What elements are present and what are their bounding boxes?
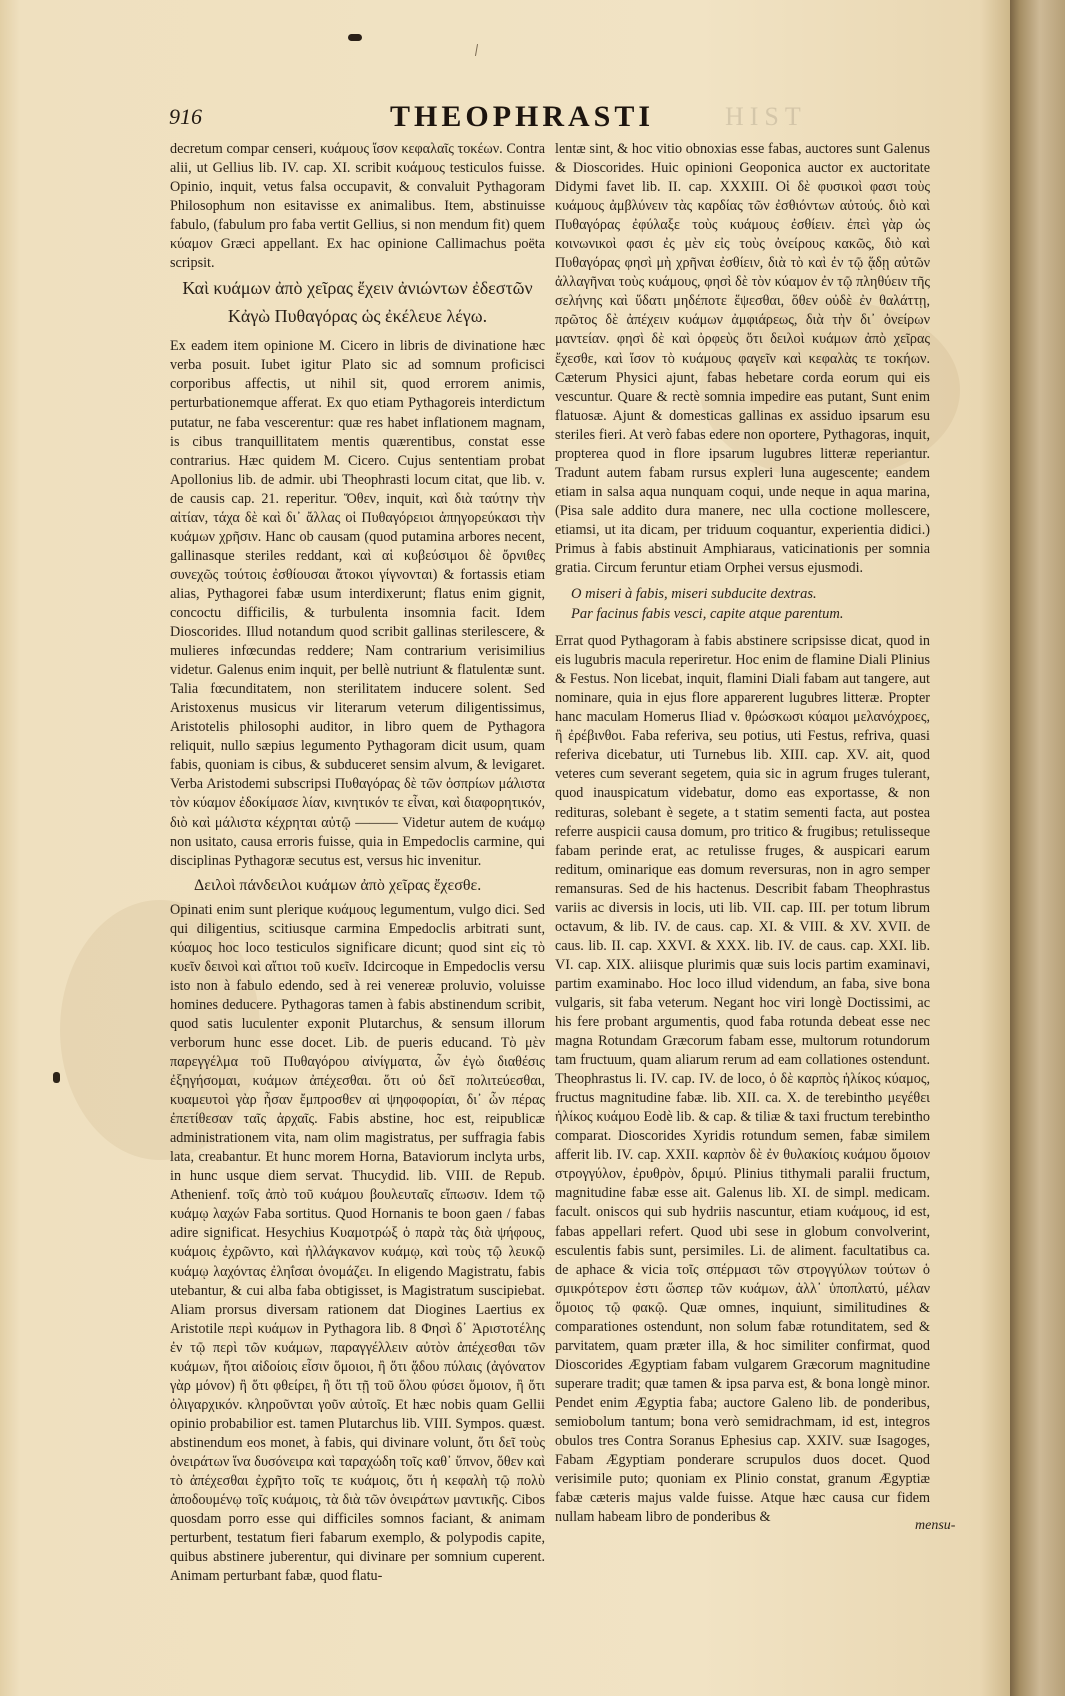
greek-verse: Κἀγὼ Πυθαγόρας ὡς ἐκέλευε λέγω. [227,306,488,327]
greek-verse: Δειλοὶ πάνδειλοι κυάμων ἀπὸ χεῖρας ἔχεσθε. [194,876,482,894]
page-number: 916 [169,104,202,129]
catchword: mensu- [915,1518,956,1533]
paragraph: Opinati enim sunt plerique κυάμους legumentum, vulgo dici. Sed qui diligentius, scitiusque carmina Empedoclis arbitrati sunt, κύαμος hoc loco testiculos significare dicunt; quod sint εἰς τὸ κυεῖν δεινοὶ καὶ αἴτιοι τοῦ κυεῖν. Idcircoque in Empedoclis versu isto non à fabulo edendo, sed à rei venereæ proluvio, voluisse homines deducere. Pythagoras tamen à fabis abstinendum scribit, quod satis luculenter exponit Plutarchus, & sensum illorum verborum hunc esse docet. Lib. de pueris educand. Τὸ μὲν παρεγγέλμα τοῦ Πυθαγόρου αἰνίγματα, ὧν ἐγὼ διαθέσις ἐξηγήσομαι, κυάμων ἀπέχεσθαι. ὅτι οὐ δεῖ πολιτεύεσθαι, κυαμευτοὶ γὰρ ἦσαν ἔμπροσθεν αἱ ψηφοφορίαι, δι᾽ ὧν πέρας ἐπετίθεσαν ταῖς ἀρχαῖς. Fabis abstine, hoc est, reipublicæ administrationem vita, nam olim magistratus, per suffragia fabis lata, creabantur. Et hunc morem Horna, Bataviorum inclyta urbs, in hunc usque diem servat. Thucydid. lib. VIII. de Repub. Athenienf. τοῖς ἀπὸ τοῦ κυάμου βουλευταῖς εἴπωσιν. Idem τῷ κυάμῳ λαχών Faba sortitus. Quod Hornanis te boon gaen / fabas adire significat. Hesychius Κυαμοτρώξ ὁ παρὰ τὰς διὰ ψήφους, κυάμοις ἐχρῶντο, καὶ ἠλλάγκανον κυάμῳ, καὶ τοὺς τῷ λευκῷ κυάμῳ λαχόντας ἐληΐσαι ὀνομάζει. In eligendo Magistratu, fabis utebantur, & cui alba faba obtigisset, is Magistratum suscipiebat. Aliam prorsus diversam rationem dat Diogines Laertius ex Aristotile περὶ κυάμων in Pythagora lib. 8 Φησὶ δ᾽ Ἀριστοτέλης ἐν τῷ περὶ τῶν κυάμων, παραγγέλλειν αὐτὸν ἀπέχεσθαι τῶν κυάμων, ἤτοι αἰδοίοις εἶσιν ὅμοιοι, ἢ ὅτι ᾅδου πύλαις (ἀγόνατον γὰρ μόνον) ἢ ὅτι φθείρει, ἢ ὅτι τῇ τοῦ ὅλου φύσει ὅμοιον, ἢ ὅτι ὀλιγαρχικόν. κληροῦνται γοῦν αὐτοῖς. Et hæc nobis quam Gellii opinio probabilior est. tamen Plutarchus lib. VIII. Sympos. quæst. abstinendum eos monet, à fabis, qui divinare volunt, ὅτι δεῖ τοὺς ὀνειράτων ἵνα δυσόνειρα καὶ ταραχώδη τοῖς καθ᾽ ὕπνον, ὅθεν καὶ τὸ ἀπέχεσθαι ἐχρῆτο τοῖς τε κυάμοις, ὅτι ἡ κεφαλὴ τῷ πολὺ ἀποδουμένῳ τοῖς κυάμοις, τὰ διὰ τῶν ὀνειράτων μαντικῆς. Cibos quosdam porro esse qui difficiles somnos faciant, & animam perturbent, testatum fieri fabarum exemplo, & polypodis capite, quibus abstinere juberentur, qui divinare per somnium cuperent. Animam perturbant fabæ, quod flatu- [170,901,545,1585]
running-head [165,100,935,136]
ink-blot [53,1072,60,1083]
paragraph: lentæ sint, & hoc vitio obnoxias esse fabas, auctores sunt Galenus & Dioscorides. Huic opinioni Geoponica auctor ex auctoritate Didymi favet lib. II. cap. XXXIII. Οἱ δὲ φυσικοὶ φασι τοὺς κυάμους ἀμβλύνειν τὰς καρδίας τῶν ἐσθιόντων αὐτούς. διὸ καὶ Πυθαγόρας ἐφύλαξε τοὺς κυάμους ἐσθίειν. ἐπεὶ γὰρ ὡς κοινωνικοὶ φασι ἐς μὲν εἰς τοὺς ὀνείρους κακῶς, διὸ καὶ Πυθαγόρας φησὶ μὴ χρῆναι ἐσθίειν, διὰ τὸ καὶ ἐν τῷ ᾅδῃ αὐτῶν ἀλλαγῆναι τοὺς κυάμους, φησὶ δὲ τὸν κύαμον ἐν τῷ πληθύειν τῆς σελήνης καὶ ὕδατι μηδέποτε ἕψεσθαι, ὅθεν οὐδὲ ἐν θαλάττῃ, πρῶτος δὲ ἀπέχειν κυάμων ἀμφιάρεως, διὰ τὴν δι᾽ ὀνείρων μαντείαν. φησὶ δὲ καὶ ὀρφεὺς ὅτι δειλοὶ κυάμων ἀπὸ χεῖρας ἔχεσθε, καὶ ἴσον τὸ κυάμους φαγεῖν καὶ κεφαλὰς τε τοκήων. Cæterum Physici ajunt, fabas hebetare corda eorum qui eis vescuntur. Quare & rectè somnia impedire eas putant, Sunt enim flatuosæ. Ajunt & domesticas gallinas ex assiduo ipsarum esu steriles fieri. At verò fabas edere non oportere, Pythagoras, inquit, propterea quod in flore ipsarum lugubres litteræ reperiantur. Tradunt autem fabam rursus expleri luna augescente; eandem etiam in salsa aqua nunquam coqui, unde neque in aqua marina, (Pisa sale addito dura manere, nec ulla coctione mollescere, etiamsi, ut ita dicam, per triduum coquantur, experientia didici.) Primus à fabis abstinuit Amphiaraus, vaticinationis per somnia gratia. Circum feruntur etiam Orphei versus ejusmodi. [555,141,930,577]
ink-tick [475,44,478,56]
book-gutter [1010,0,1065,1696]
verse-line: Par facinus fabis vesci, capite atque parentum. [571,606,844,623]
latin-verse [555,584,930,624]
greek-verse: Καὶ κυάμων ἀπὸ χεῖρας ἔχειν ἀνιώντων ἐδεστῶν [182,278,533,299]
running-title: THEOPHRASTI [390,100,655,133]
paragraph: decretum compar censeri, κυάμους ἴσον κεφαλαῖς τοκέων. Contra alii, ut Gellius lib. IV. cap. XI. scribit κυάμους testiculos fuisse. Opinio, inquit, vetus falsa occupavit, & convaluit Pythagoram Philosophum non esitavisse ex animalibus. Item, abstinuisse fabulo, (fabulum pro faba vertit Gellius, si non mendum fit) quem κύαμον Græci appellant. Ex hac opinione Callimachus poëta scripsit. [170,141,545,272]
ink-mark [348,34,362,41]
paragraph: Ex eadem item opinione M. Cicero in libris de divinatione hæc verba posuit. Iubet igitur Plato sic ad somnum proficisci corporibus affectis, ut nihil sit, quod errorem animis, perturbationemque afferat. Ex quo etiam Pythagoreis interdictum putatur, ne faba vescerentur: quæ res habet inflationem magnam, is cibus tranquillitatem mentis quærentibus, constat esse contrarius. Hæc quidem M. Cicero. Cujus sententiam probat Apollonius lib. de admir. ubi Theophrasti locum citat, que lib. v. de causis cap. 21. reperitur. Ὅθεν, inquit, καὶ διὰ ταύτην τὴν αἰτίαν, τάχα δὲ καὶ δι᾽ ἄλλας οἱ Πυθαγόρειοι ἀπηγορεύκασι τὴν κυάμων χρῆσιν. Hanc ob causam (quod putamina arbores necent, gallinasque steriles reddant, καὶ αἱ κυβεύσιμοι δὲ ὄρνιθες συνεχῶς τούτοις ἐσθίουσαι ἄτοκοι γίγνονται) & fortassis etiam alias, Pythagorei fabæ usum interdixerunt; flatus enim gignit, concoctu difficilis, & turbulenta insomnia facit. Idem Dioscorides. Illud notandum quod scribit gallinas sterilescere, & mulieres infœcundas reddere; Nam contrarium verisimilius videtur. Galenus enim inquit, per bellè nutriunt & flatulentæ sunt. Talia fœcunditatem, non sterilitatem inducere solent. Sed Aristoxenus musicus vir literarum veterum diligentissimus, Aristotelis philosophi auditor, in libro quem de Pythagora reliquit, nullo sæpius legumento Pythagoram dicit usum, quam fabis, quoniam is cibus, & subduceret sensim alvum, & levigaret. Verba Aristodemi subscripsi Πυθαγόρας δὲ τῶν ὀσπρίων μάλιστα τὸν κύαμον ἐδοκίμασε λίαν, κινητικόν τε εἶναι, καὶ διαφορητικόν, διὸ καὶ μάλιστα κέχρηται αὐτῷ ——— Videtur autem de κυάμῳ non usitato, causa erroris fuisse, quia in Empedoclis carmine, qui disciplinas Pythagoræ secutus est, versus hic invenitur. [170,338,545,869]
show-through-text: HIST [725,102,807,131]
verse-line: O miseri à fabis, miseri subducite dextras. [571,586,817,603]
paragraph: Errat quod Pythagoram à fabis abstinere scripsisse dicat, quod in eis lugubris macula reperiretur. Hoc enim de flamine Diali Plinius & Festus. Non licebat, inquit, flamini Diali fabam aut tangere, aut nominare, quia in ejus flore apparerent lugubres litteræ. Propter hanc maculam Homerus Iliad v. θρώσκωσι κύαμοι μελανόχροες, ἢ ἐρέβινθοι. Faba referiva, seu potius, uti Festus, refriva, quasi referiva dicebatur, uti Turnebus lib. XIII. cap. XV. ait, quod veteres cum severant segetem, quia sic in agrum fruges tulerant, quod inauspicatum videbatur, domo eas exportasse, & non redituras, solebant è segete, a t statim sementi facta, aut postea referre auspicii causa domum, pro tritico & frugibus; retulisseque fabam perinde erat, ac retulisse fruges, & auspicari earum reditum, ominarique eas domum reversuras, non in agro semper remansuras. Sed de his hactenus. Describit fabam Theophrastus variis ac diversis in locis, uti lib. VII. cap. III. per totum librum octavum, & lib. IV. de caus. cap. XI. & VIII. & XV. XVII. de caus. lib. II. cap. XXVI. & XXX. lib. IV. de caus. cap. XXI. lib. VI. cap. XIX. aliisque plurimis quæ suis locis partim examinavi, partim examinabo. Hoc loco illud videndum, an faba, sive bona vulgaris, sit faba veterum. Negant hoc viri longè Doctissimi, ac his fere probant argumentis, quod faba rotunda debeat esse nec magna Rotundam Græcorum fabam esse, multorum rotundorum tam fructuum, quam aliarum rerum ad eam collationes ostendunt. Theophrastus li. IV. cap. IV. de loco, ὁ δὲ καρπὸς ἡλίκος κύαμος, fructus magnitudine fabæ. lib. XII. ca. X. de terebintho μεγέθει ἡλίκος κυάμου Eodè lib. & cap. & tiliæ & taxi fructum terebintho comparat. Dioscorides Xyridis rotundum semen, fabæ similem afferit lib. IV. cap. XXII. καρπὸν δὲ ἐν θυλακίοις κυάμου ὅμοιον στρογγύλον, ἐρυθρὸν, δριμύ. Plinius tithymali paralii fructum, magnitudine fabæ esse ait. Galenus lib. XI. de simpl. medicam. facult. oniscos qui sub hydriis nascuntur, etiam κυάμους, id est, fabas appellari refert. Quod ubi sese in globum convolverint, esculentis fabis sunt, persimiles. Li. de aliment. facultatibus ca. de aphace & vicia τοῖς σπέρμασι τῶν στρογγύλων τούτων ὁ σμικρότερον ἐστι ὥσπερ τῶν κυάμων, ἀλλ᾽ ὑποπλατύ, μέλαν ὅμοιος τῷ φακῷ. Quæ omnes, inquiunt, similitudines & comparationes ostendunt, non solum fabæ rotunditatem, sed & parvitatem, quam præter illa, & hoc similiter confirmat, quod Dioscorides Ægyptiam fabam vulgarem Græcorum magnitudine superare tradit; quæ tamen & ipsa parva est, & bona longè minor. Pendet enim Ægyptia faba; auctore Galeno lib. de ponderibus, semiobolum tantum; bona verò semidrachmam, id est, integros obulos tres Contra Soranus Ephesius cap. XXIV. suæ Isagoges, Fabam Ægyptiam ponderare scrupulos duos docet. Quod verisimile puto; quoniam ex Plinio constat, granum Ægyptiæ fabæ cæteris majus valde fuisse. Atque hæc causa cur fidem nullam habeam libro de ponderibus & [555,633,930,1526]
left-column [170,140,545,1586]
right-column [555,140,930,1527]
